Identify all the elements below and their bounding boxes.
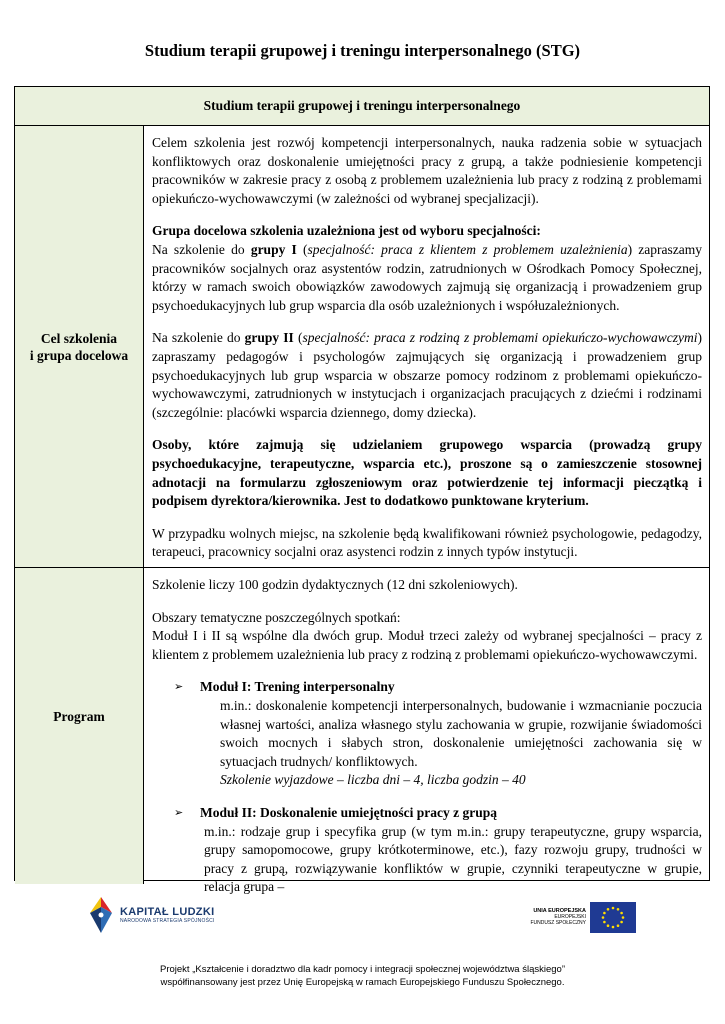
footer-note-line1: Projekt „Kształcenie i doradztwo dla kadr pomocy i integracji społecznej województwa śląskiego” — [160, 964, 565, 975]
module-1-note: Szkolenie wyjazdowe – liczba dni – 4, liczba godzin – 40 — [220, 772, 526, 788]
arrow-bullet-icon: ➢ — [174, 681, 184, 694]
course-table — [14, 86, 710, 895]
module-2-text: m.in.: rodzaje grup i specyfika grup (w tym m.in.: grupy terapeutyczne, grupy wsparcia, grupy samopomocowe, grupy krótkoterminowe, etc.), fazy rozwoju grupy, trudności w pracy z grupą, rozwiązywanie konfliktów w grupie, czynniki terapeutyczne w grupie, relacja grupa – — [204, 823, 702, 895]
areas-paragraph: Moduł I i II są wspólne dla dwóch grup. Moduł trzeci zależy od wybranej specjalności – pracy z klientem z problemem uzależnienia lub pracy z rodziną z problemami opiekuńczo-wychowawczymi. — [152, 628, 702, 662]
eu-subtitle-2: FUNDUSZ SPOŁECZNY — [530, 920, 586, 926]
label-cel-szkolenia — [15, 126, 144, 567]
module-2 — [152, 804, 702, 897]
kapital-ludzki-emblem-icon — [88, 895, 114, 935]
content-cel-szkolenia — [144, 126, 709, 567]
eu-flag-icon — [590, 902, 636, 933]
arrow-bullet-icon: ➢ — [174, 806, 184, 819]
module-2-title: Moduł II: Doskonalenie umiejętności pracy z grupą — [200, 804, 497, 820]
eu-subtitle-1: EUROPEJSKI — [554, 914, 586, 920]
label-program-text: Program — [53, 709, 105, 724]
document-title: Studium terapii grupowej i treningu interpersonalnego (STG) — [144, 41, 581, 60]
kapital-ludzki-logo — [88, 893, 218, 937]
module-1-text: m.in.: doskonalenie kompetencji interpersonalnych, budowanie i wzmacnianie poczucia własnej wartości, analiza własnego stylu zachowania w grupie, rozwijanie świadomości swoich mocnych i słabych stron, doskonalenie umiejętności zachowania się w sytuacjach trudnych/ konfliktowych. — [220, 697, 702, 769]
free-places-paragraph: W przypadku wolnych miejsc, na szkolenie będą kwalifikowani również psychologowie, pedagodzy, terapeuci, pracownicy socjalni oraz asystenci rodzin z innych typów instytucji. — [152, 525, 702, 560]
table-header: Studium terapii grupowej i treningu interpersonalnego — [15, 87, 709, 126]
group-heading: Grupa docelowa szkolenia uzależniona jest od wyboru specjalności: — [152, 223, 541, 239]
content-program — [144, 568, 709, 895]
notice-paragraph: Osoby, które zajmują się udzielaniem grupowego wsparcia (prowadzą grupy psychoedukacyjne, terapeutyczne, wsparcia etc.), proszone są o zamieszczenie stosownej adnotacji na formularzu zgłoszeniowym oraz potwierdzenie tej informacji pieczątką i podpisem dyrektora/kierownika. Jest to dodatkowo punktowane kryterium. — [152, 437, 702, 509]
kl-title: KAPITAŁ LUDZKI — [120, 906, 215, 918]
cel-paragraph: Celem szkolenia jest rozwój kompetencji interpersonalnych, nauka radzenia sobie w sytuacjach konfliktowych oraz doskonalenie umiejętności pracy z grupą, a także podniesienie kompetencji pracowników w zakresie pracy z osobą z problemem uzależnienia lub pracy z rodziną z problemami opiekuńczo-wychowawczymi (w zależności od wybranej specjalizacji). — [152, 135, 702, 206]
module-1-title: Moduł I: Trening interpersonalny — [200, 679, 395, 695]
row-program — [15, 568, 709, 895]
footer-note-line2: współfinansowany jest przez Unię Europejską w ramach Europejskiego Funduszu Społecznego. — [160, 977, 565, 988]
label-program — [15, 568, 144, 884]
areas-heading: Obszary tematyczne poszczególnych spotkań: — [152, 609, 401, 625]
footer-project-note — [0, 963, 725, 989]
eu-title: UNIA EUROPEJSKA — [533, 908, 586, 914]
label-cel-line1: Cel szkolenia — [40, 330, 118, 346]
row-cel-szkolenia — [15, 126, 709, 568]
module-1 — [152, 678, 702, 790]
label-cel-line2: i grupa docelowa — [29, 347, 129, 363]
kl-subtitle: NARODOWA STRATEGIA SPÓJNOŚCI — [120, 918, 215, 924]
hours-paragraph: Szkolenie liczy 100 godzin dydaktycznych (12 dni szkoleniowych). — [152, 577, 518, 592]
group-1-paragraph: Na szkolenie do grupy I (specjalność: praca z klientem z problemem uzależnienia) zapraszamy pracowników socjalnych oraz asystentów rodzin, zatrudnionych w Ośrodkach Pomocy Społecznej, którzy w ramach swoich obowiązków zawodowych zajmują się organizacją i prowadzeniem grup psychoedukacyjnych lub grup wsparcia dla osób uzależnionych i współuzależnionych. — [152, 241, 702, 313]
group-2-paragraph: Na szkolenie do grupy II (specjalność: praca z rodziną z problemami opiekuńczo-wychowawczymi) zapraszamy pedagogów i psychologów zajmujących się organizacją i prowadzeniem grup psychoedukacyjnych lub grup wsparcia w obszarze pomocy rodzinom z problemami opiekuńczo-wychowawczymi, zatrudnionych w instytucjach i organizacjach pracujących z dziećmi i rodzinami (szczególnie: placówki wsparcia dziennego, domy dziecka). — [152, 330, 702, 420]
eu-logo — [508, 899, 638, 935]
